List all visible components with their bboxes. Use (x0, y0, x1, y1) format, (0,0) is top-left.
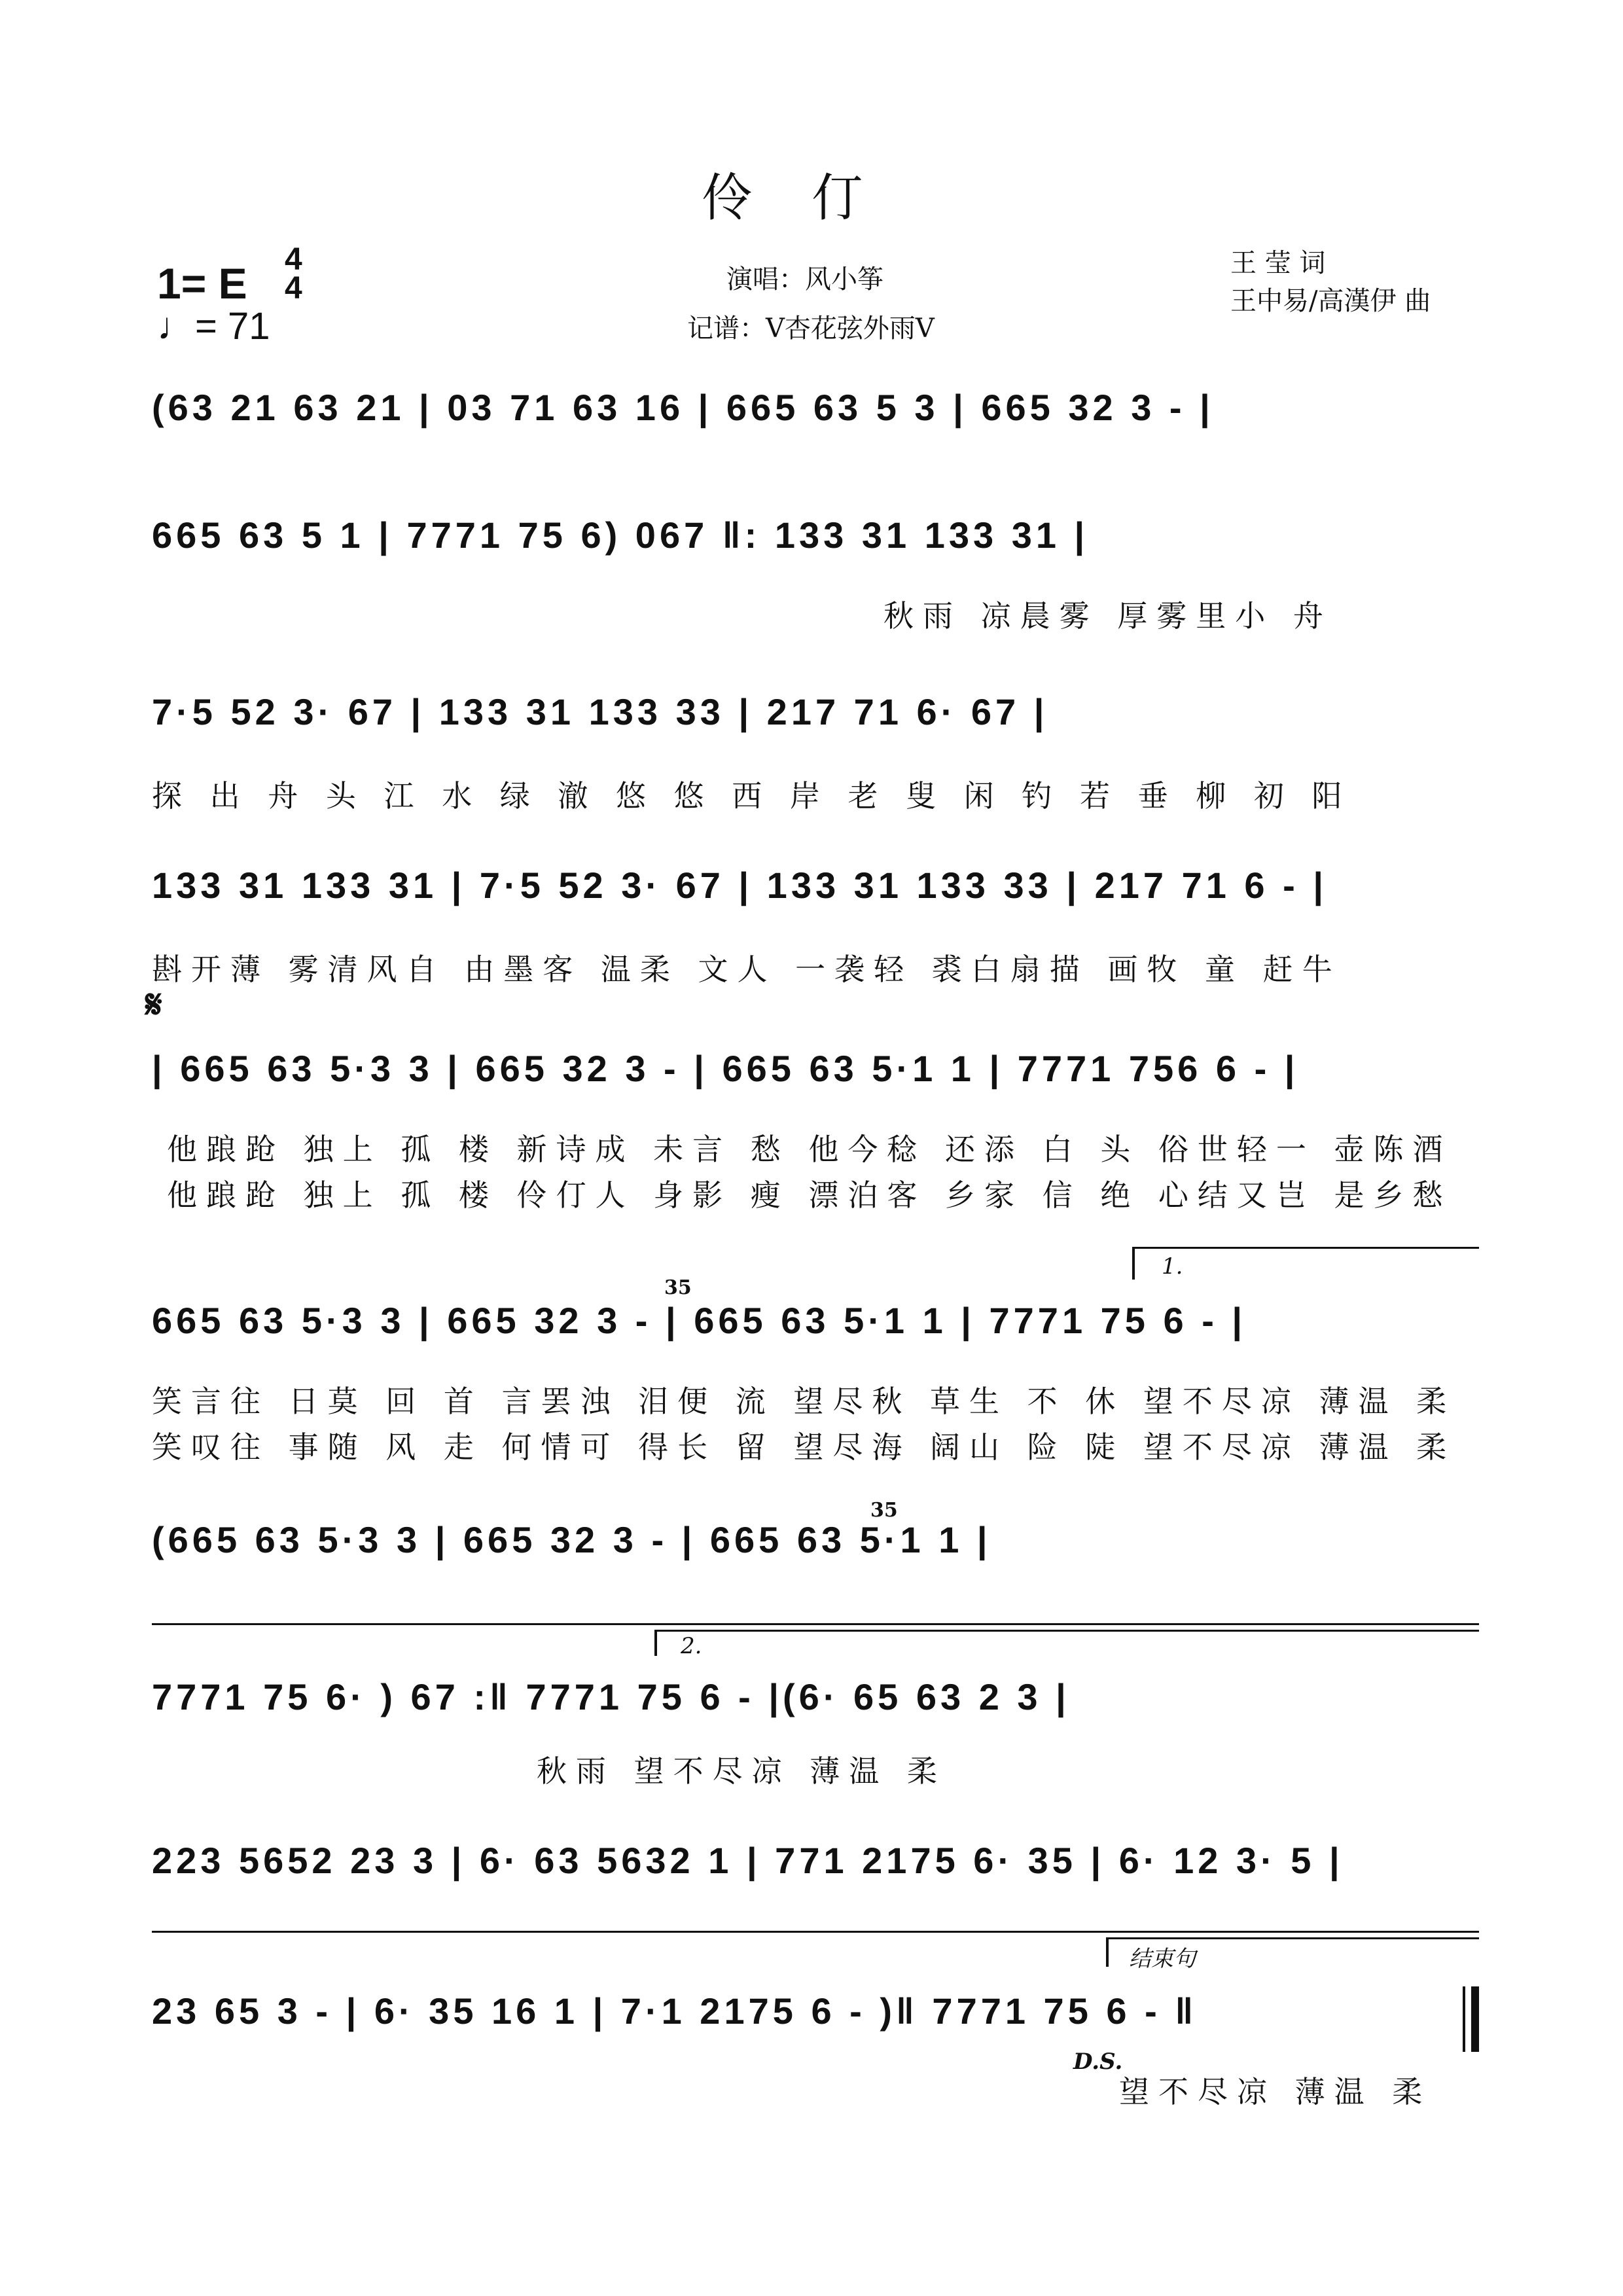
volta-2-label: 2. (681, 1633, 702, 1659)
final-barline-thin (1463, 1986, 1465, 2052)
composer-credit: 王中易/高漢伊 曲 (1230, 286, 1431, 316)
ending-label: 结束句 (1129, 1946, 1196, 1972)
ending-bracket-start (1106, 1937, 1109, 1967)
lyricist-credit: 王 莹 词 (1230, 248, 1326, 278)
lyric-row-6-verse-2: 笑叹往 事随 风 走 何情可 得长 留 望尽海 阔山 险 陡 望不尽凉 薄温 柔 (152, 1429, 1456, 1465)
song-title: 伶仃 (701, 169, 921, 228)
notation-row-4: 133 31 133 31 | 7·5 52 3· 67 | 133 31 133 33 | 217 71 6 - | (152, 865, 1327, 906)
notation-row-6: 665 63 5·3 3 | 665 32 3 - | 665 63 5·1 1 | 7771 75 6 - | (152, 1300, 1247, 1341)
notation-row-1: (63 21 63 21 | 03 71 63 16 | 665 63 5 3 | 665 32 3 - | (152, 387, 1214, 428)
ds-mark: D.S. (1073, 2049, 1123, 2075)
notation-row-2: 665 63 5 1 | 7771 75 6) 067 ‖: 133 31 133 31 | (152, 514, 1089, 556)
notation-row-7: (665 63 5·3 3 | 665 32 3 - | 665 63 5·1 1 | (152, 1519, 991, 1560)
ending-bracket (1106, 1937, 1479, 1939)
segno-sign: 𝄋 (145, 982, 162, 1028)
row-8-top-bracket (152, 1623, 1479, 1625)
tempo-mark: ♩= 71 (157, 305, 270, 348)
meter-bottom: 4 (285, 271, 302, 306)
volta-1-bracket-start (1132, 1247, 1135, 1280)
meter-top: 4 (285, 242, 302, 277)
lyric-row-6-verse-1: 笑言往 日莫 回 首 言罢浊 泪便 流 望尽秋 草生 不 休 望不尽凉 薄温 柔 (152, 1384, 1456, 1419)
transcriber-credit: 记谱：V杏花弦外雨V (687, 314, 935, 344)
lyric-row-5-verse-1: 他踉跄 独上 孤 楼 新诗成 未言 愁 他今稔 还添 白 头 俗世轻一 壶陈酒 (167, 1132, 1452, 1167)
notation-row-10: 23 65 3 - | 6· 35 16 1 | 7·1 2175 6 - )‖ 7771 75 6 - ‖ (152, 1990, 1198, 2032)
time-signature (285, 242, 302, 306)
notation-row-9: 223 5652 23 3 | 6· 63 5632 1 | 771 2175 6· 35 | 6· 12 3· 5 | (152, 1840, 1344, 1881)
lyric-row-5-verse-2: 他踉跄 独上 孤 楼 伶仃人 身影 瘦 漂泊客 乡家 信 绝 心结又岂 是乡愁 (167, 1177, 1452, 1213)
volta-1-bracket (1132, 1247, 1479, 1249)
notation-row-8: 7771 75 6· ) 67 :‖ 7771 75 6 - |(6· 65 63 2 3 | (152, 1676, 1070, 1717)
key-signature: 1= E (157, 259, 247, 308)
lyric-row-10: 望不尽凉 薄温 柔 (1119, 2074, 1432, 2109)
lyric-row-3: 探 出 舟 头 江 水 绿 澈 悠 悠 西 岸 老 叟 闲 钓 若 垂 柳 初 阳 (152, 778, 1351, 814)
volta-1-label: 1. (1162, 1253, 1183, 1280)
notation-row-5: | 665 63 5·3 3 | 665 32 3 - | 665 63 5·1 1 | 7771 756 6 - | (152, 1048, 1299, 1089)
final-barline-thick (1471, 1986, 1479, 2052)
volta-2-bracket (654, 1630, 1479, 1632)
grace-note: 35 (664, 1276, 692, 1299)
grace-note-2: 35 (870, 1499, 898, 1522)
row-10-top-bracket (152, 1931, 1479, 1933)
singer-credit: 演唱：风小筝 (726, 264, 883, 295)
lyric-row-2: 秋雨 凉晨雾 厚雾里小 舟 (883, 598, 1332, 634)
volta-2-bracket-start (654, 1630, 657, 1656)
notation-row-3: 7·5 52 3· 67 | 133 31 133 33 | 217 71 6· 67 | (152, 691, 1048, 732)
lyric-row-8: 秋雨 望不尽凉 薄温 柔 (537, 1753, 946, 1789)
lyric-row-4: 斟开薄 雾清风自 由墨客 温柔 文人 一袭轻 裘白扇描 画牧 童 赶牛 (152, 952, 1342, 987)
